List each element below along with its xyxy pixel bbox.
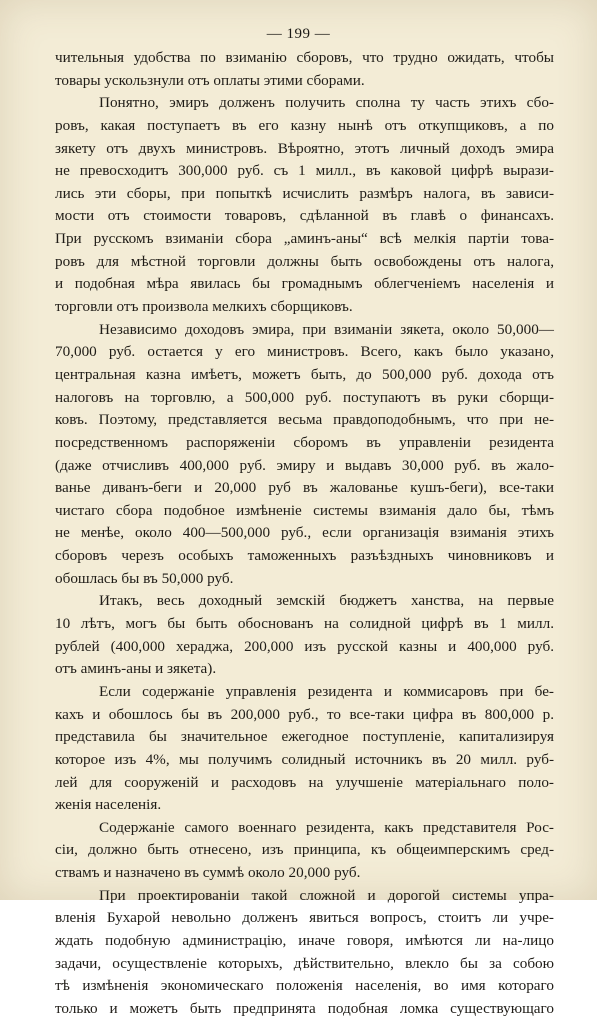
text-line: представила бы значительное ежегодное поступленіе, капитализируя — [55, 728, 554, 746]
text-line: Содержаніе самого военнаго резидента, какъ представителя Рос- — [99, 818, 554, 836]
text-line: зякету отъ двухъ министровъ. Вѣроятно, этотъ личный доходъ эмира — [55, 139, 554, 157]
text-line: которое изъ 4%, мы получимъ солидный источникъ въ 20 милл. руб- — [55, 750, 554, 768]
text-line: сборовъ черезъ особыхъ таможенныхъ разъѣздныхъ чиновниковъ и — [55, 547, 554, 565]
text-line: вленія Бухарой невольно долженъ явиться вопросъ, стоитъ ли учре- — [55, 909, 554, 927]
text-line: торговли отъ произвола мелкихъ сборщиковъ. — [55, 298, 353, 316]
text-line: кахъ и обошлось бы въ 200,000 руб., то все-таки цифра въ 800,000 р. — [55, 705, 554, 723]
page-number: — 199 — — [266, 26, 331, 42]
text-line: центральная казна имѣетъ, можетъ быть, до 500,000 руб. дохода отъ — [55, 365, 554, 383]
text-line: товары ускользнули отъ оплаты этими сборами. — [55, 71, 365, 89]
text-line: налоговъ на торговлю, а 500,000 руб. поступаютъ въ руки сборщи- — [55, 388, 554, 406]
body-text — [55, 47, 554, 1021]
text-line: посредственномъ распоряженіи сборомъ въ управленіи резидента — [55, 433, 554, 451]
text-line: При русскомъ взиманіи сбора „аминъ-аны“ всѣ мелкія партіи това- — [55, 230, 554, 248]
text-line: Понятно, эмиръ долженъ получить сполна ту часть этихъ сбо- — [99, 94, 554, 112]
text-line: ванье диванъ-беги и 20,000 руб въ жалованье кушъ-беги), все-таки — [55, 479, 554, 497]
text-line: ствамъ и назначено въ суммѣ около 20,000 руб. — [55, 864, 361, 882]
text-line: лись эти сборы, при попыткѣ исчислить размѣръ налога, въ зависи- — [55, 184, 554, 202]
text-line: женія населенія. — [55, 796, 162, 814]
text-line: не превосходитъ 300,000 руб. съ 1 милл., въ каковой цифрѣ вырази- — [55, 162, 554, 180]
text-line: Итакъ, весь доходный земскій бюджетъ ханства, на первые — [99, 592, 554, 610]
text-line: ровъ для мѣстной торговли должны быть освобождены отъ налога, — [55, 252, 554, 270]
text-line: не менѣе, около 400—500,000 руб., если организація взиманія этихъ — [55, 524, 554, 542]
text-line: 70,000 руб. остается у его министровъ. Всего, какъ было указано, — [55, 343, 554, 361]
text-line: чительныя удобства по взиманію сборовъ, что трудно ожидать, чтобы — [55, 49, 554, 66]
text-line: ждать подобную администрацію, иначе говоря, имѣются ли на-лицо — [55, 931, 554, 949]
text-line: чистаго сбора подобное измѣненіе системы взиманія дало бы, тѣмъ — [55, 501, 554, 519]
text-line: ровъ, какая поступаетъ въ его казну нынѣ отъ откупщиковъ, а по — [55, 116, 554, 134]
text-line: При проектированіи такой сложной и дорогой системы упра- — [99, 886, 554, 904]
text-line: Независимо доходовъ эмира, при взиманіи зякета, около 50,000— — [99, 320, 554, 338]
text-line: задачи, осуществленіе которыхъ, дѣйствительно, влекло бы за собою — [55, 954, 554, 972]
text-line: мости отъ стоимости товаровъ, сдѣланной въ главѣ о финансахъ. — [55, 207, 554, 225]
text-line: только и можетъ быть предпринята подобная ломка существующаго — [55, 999, 554, 1017]
text-line: сіи, должно быть отнесено, изъ принципа, къ общеимперскимъ сред- — [55, 841, 554, 859]
text-line: рублей (400,000 хераджа, 200,000 изъ русской казны и 400,000 руб. — [55, 637, 554, 655]
text-line: 10 лѣтъ, могъ бы быть обоснованъ на солидной цифрѣ въ 1 милл. — [55, 615, 554, 633]
text-line: (даже отчисливъ 400,000 руб. эмиру и выдавъ 30,000 руб. въ жало- — [55, 456, 554, 474]
text-line: ковъ. Поэтому, представляется весьма правдоподобнымъ, что при не- — [55, 411, 554, 429]
text-line: лей для сооруженій и расходовъ на улучшеніе матеріальнаго поло- — [55, 773, 554, 791]
text-line: отъ аминъ-аны и зякета). — [55, 660, 217, 678]
text-line: тѣ измѣненія экономическаго положенія населенія, во имя котораго — [55, 977, 554, 995]
text-line: Если содержаніе управленія резидента и коммисаровъ при бе- — [99, 682, 554, 700]
text-line: обошлась бы въ 50,000 руб. — [55, 569, 234, 587]
text-line: и подобная мѣра явилась бы громаднымъ облегченіемъ населенія и — [55, 275, 554, 293]
